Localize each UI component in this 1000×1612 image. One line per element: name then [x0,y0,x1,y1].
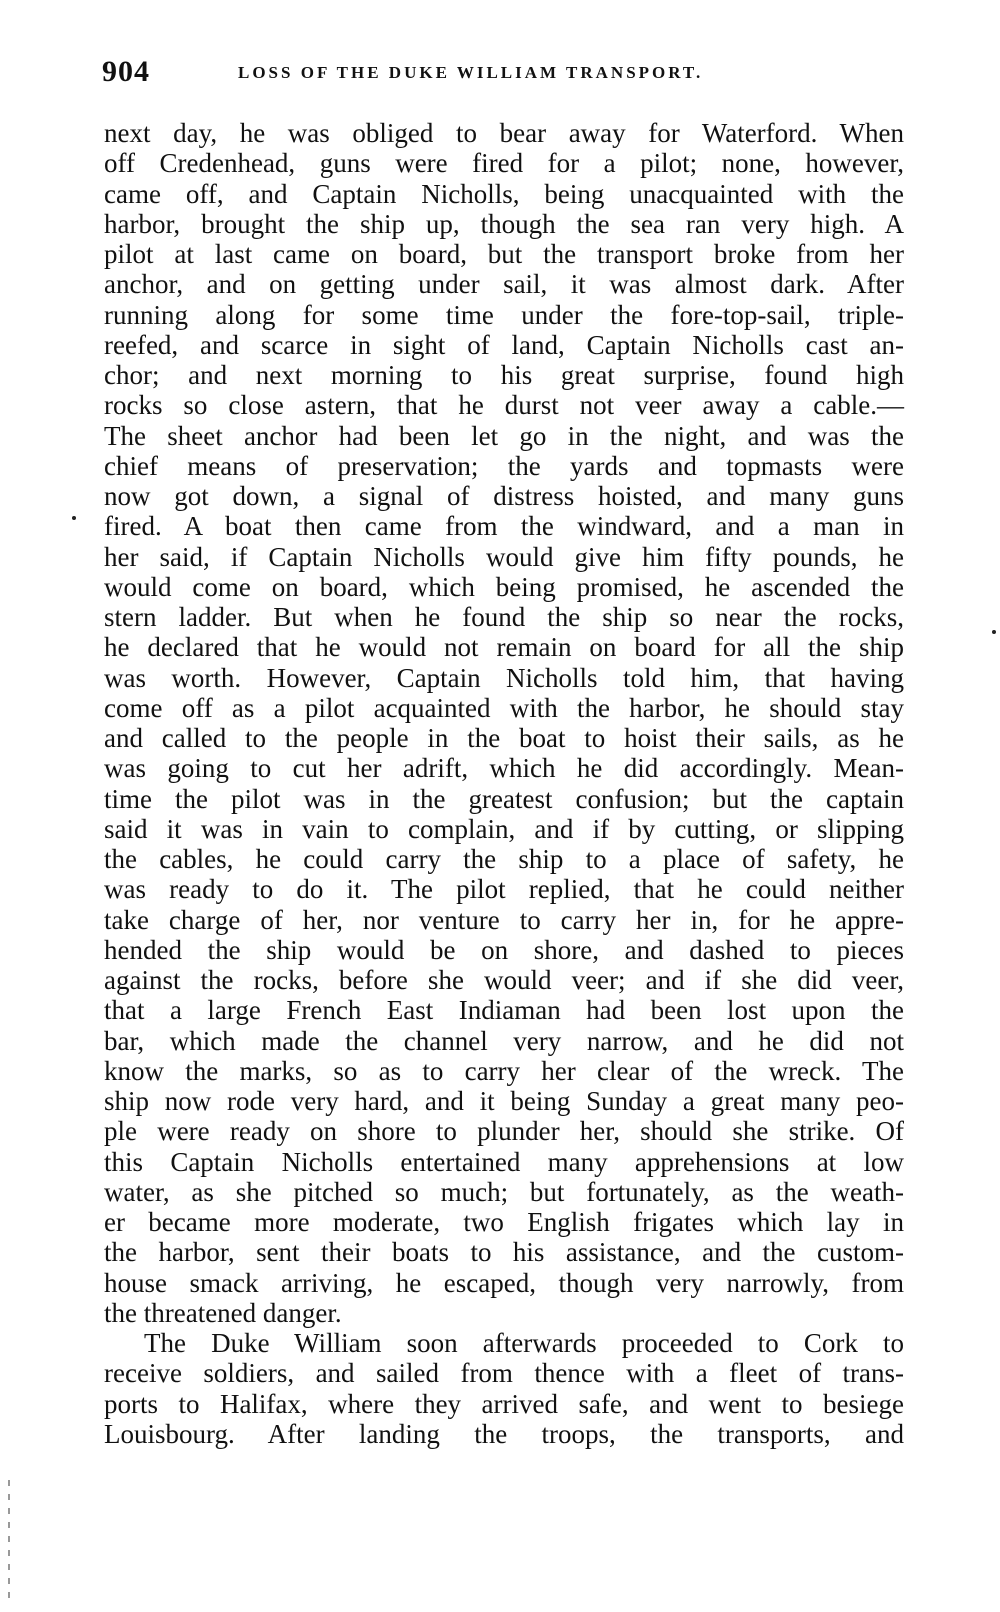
paragraph-1 [104,118,904,1328]
text-line: ship now rode very hard, and it being Sunday a great many peo- [104,1086,904,1116]
text-line: water, as she pitched so much; but fortunately, as the weath- [104,1176,904,1207]
text-line: the threatened danger. [104,1297,342,1328]
text-line: he declared that he would not remain on board for all the ship [104,632,904,663]
text-line: ports to Halifax, where they arrived safe, and went to besiege [104,1388,904,1419]
text-line: was ready to do it. The pilot replied, that he could neither [104,874,904,905]
text-line: the harbor, sent their boats to his assistance, and the custom- [104,1237,904,1268]
text-line: pilot at last came on board, but the transport broke from her [104,239,904,269]
text-line: take charge of her, nor venture to carry her in, for he appre- [104,904,904,935]
text-line: rocks so close astern, that he durst not veer away a cable.— [104,390,904,421]
text-line: came off, and Captain Nicholls, being unacquainted with the [104,178,904,209]
page-number: 904 [102,55,150,88]
text-line: fired. A boat then came from the windward, and a man in [104,511,904,542]
text-line: that a large French East Indiaman had been lost upon the [104,995,904,1026]
text-line: said it was in vain to complain, and if by cutting, or slipping [104,813,904,844]
text-line: The Duke William soon afterwards proceeded to Cork to [144,1328,904,1358]
text-line: receive soldiers, and sailed from thence with a fleet of trans- [104,1358,904,1389]
text-line: hended the ship would be on shore, and dashed to pieces [104,934,904,965]
text-line: reefed, and scarce in sight of land, Captain Nicholls cast an- [104,329,904,360]
text-line: running along for some time under the fore-top-sail, triple- [104,299,904,330]
text-line: against the rocks, before she would veer; and if she did veer, [104,965,904,995]
paragraph-2 [104,1328,904,1449]
text-line: Louisbourg. After landing the troops, the transports, and [104,1418,904,1449]
text-line: the cables, he could carry the ship to a place of safety, he [104,844,904,874]
text-line: chor; and next morning to his great surprise, found high [104,360,904,390]
text-line: this Captain Nicholls entertained many apprehensions at low [104,1146,904,1177]
text-line: now got down, a signal of distress hoisted, and many guns [104,481,904,511]
text-line: bar, which made the channel very narrow, and he did not [104,1025,904,1056]
text-line: next day, he was obliged to bear away for Waterford. When [104,118,904,148]
text-line: anchor, and on getting under sail, it was almost dark. After [104,269,904,300]
text-line: er became more moderate, two English frigates which lay in [104,1207,904,1237]
text-line: was going to cut her adrift, which he did accordingly. Mean- [104,753,904,784]
text-line: house smack arriving, he escaped, though very narrowly, from [104,1267,904,1298]
print-speck [72,516,76,520]
page-header [102,55,902,95]
text-line: The sheet anchor had been let go in the night, and was the [104,420,904,451]
text-line: stern ladder. But when he found the ship so near the rocks, [104,602,904,632]
text-line: chief means of preservation; the yards and topmasts were [104,450,904,481]
text-line: her said, if Captain Nicholls would give him fifty pounds, he [104,541,904,572]
running-title: LOSS OF THE DUKE WILLIAM TRANSPORT. [238,63,704,82]
text-line: harbor, brought the ship up, though the sea ran very high. A [104,208,904,239]
text-line: would come on board, which being promised, he ascended the [104,571,904,602]
body-text [104,118,904,1449]
text-line: off Credenhead, guns were fired for a pilot; none, however, [104,148,904,179]
text-line: was worth. However, Captain Nicholls told him, that having [104,662,904,693]
text-line: time the pilot was in the greatest confusion; but the captain [104,783,904,814]
page-edge-mark [8,1480,10,1600]
text-line: ple were ready on shore to plunder her, should she strike. Of [104,1116,904,1147]
text-line: and called to the people in the boat to hoist their sails, as he [104,723,904,753]
print-speck [992,630,996,634]
text-line: come off as a pilot acquainted with the harbor, he should stay [104,692,904,723]
text-line: know the marks, so as to carry her clear of the wreck. The [104,1055,904,1086]
